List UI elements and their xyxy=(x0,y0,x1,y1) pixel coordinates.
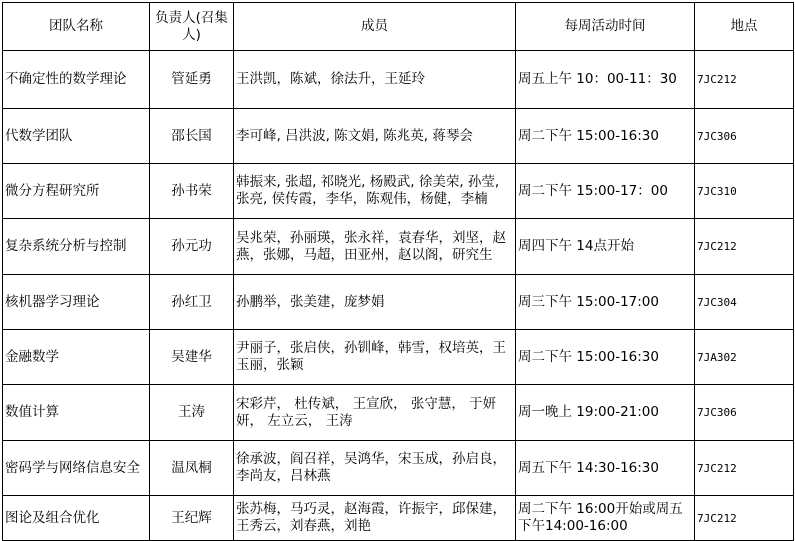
time-cell: 周二下午 16:00开始或周五下午14:00-16:00 xyxy=(516,496,695,541)
leader-cell: 孙红卫 xyxy=(150,275,234,330)
table-header-row xyxy=(3,3,794,51)
time-cell: 周三下午 15:00-17:00 xyxy=(516,275,695,330)
table-row xyxy=(3,275,794,330)
team-name-cell: 核机器学习理论 xyxy=(3,275,150,330)
time-cell: 周四下午 14点开始 xyxy=(516,219,695,275)
team-name-cell: 图论及组合优化 xyxy=(3,496,150,541)
members-cell: 张苏梅，马巧灵，赵海霞，许振宇，邱保建，王秀云，刘春燕，刘艳 xyxy=(234,496,516,541)
time-cell: 周五下午 14:30-16:30 xyxy=(516,441,695,496)
location-cell: 7JC306 xyxy=(695,385,794,441)
header-team-name: 团队名称 xyxy=(3,3,150,51)
location-cell: 7JC212 xyxy=(695,441,794,496)
table-row xyxy=(3,385,794,441)
leader-cell: 吴建华 xyxy=(150,330,234,385)
leader-cell: 王纪辉 xyxy=(150,496,234,541)
table-row xyxy=(3,51,794,109)
location-cell: 7JC212 xyxy=(695,496,794,541)
team-name-cell: 数值计算 xyxy=(3,385,150,441)
leader-cell: 邵长国 xyxy=(150,109,234,164)
members-cell: 吴兆荣，孙丽瑛，张永祥，袁春华，刘坚，赵燕，张娜，马超，田亚州，赵以阁，研究生 xyxy=(234,219,516,275)
team-name-cell: 代数学团队 xyxy=(3,109,150,164)
time-cell: 周二下午 15:00-16:30 xyxy=(516,109,695,164)
table-row xyxy=(3,496,794,541)
time-cell: 周一晚上 19:00-21:00 xyxy=(516,385,695,441)
time-cell: 周二下午 15:00-16:30 xyxy=(516,330,695,385)
leader-cell: 孙元功 xyxy=(150,219,234,275)
location-cell: 7JC212 xyxy=(695,51,794,109)
header-members: 成员 xyxy=(234,3,516,51)
leader-cell: 王涛 xyxy=(150,385,234,441)
team-schedule-table xyxy=(2,2,794,541)
location-cell: 7JA302 xyxy=(695,330,794,385)
leader-cell: 温凤桐 xyxy=(150,441,234,496)
table-row xyxy=(3,330,794,385)
table-row xyxy=(3,109,794,164)
team-name-cell: 密码学与网络信息安全 xyxy=(3,441,150,496)
location-cell: 7JC304 xyxy=(695,275,794,330)
team-name-cell: 复杂系统分析与控制 xyxy=(3,219,150,275)
team-name-cell: 微分方程研究所 xyxy=(3,164,150,219)
header-location: 地点 xyxy=(695,3,794,51)
members-cell: 尹丽子，张启侠，孙钏峰，韩雪，权培英，王玉丽，张颖 xyxy=(234,330,516,385)
team-name-cell: 金融数学 xyxy=(3,330,150,385)
table-row xyxy=(3,164,794,219)
members-cell: 宋彩芹， 杜传斌， 王宣欣， 张守慧， 于妍妍， 左立云， 王涛 xyxy=(234,385,516,441)
table-row xyxy=(3,441,794,496)
location-cell: 7JC306 xyxy=(695,109,794,164)
team-name-cell: 不确定性的数学理论 xyxy=(3,51,150,109)
members-cell: 王洪凯，陈斌，徐法升，王延玲 xyxy=(234,51,516,109)
location-cell: 7JC310 xyxy=(695,164,794,219)
header-leader: 负责人(召集人) xyxy=(150,3,234,51)
leader-cell: 管延勇 xyxy=(150,51,234,109)
time-cell: 周五上午 10：00-11：30 xyxy=(516,51,695,109)
leader-cell: 孙书荣 xyxy=(150,164,234,219)
members-cell: 李可峰, 吕洪波, 陈文娟, 陈兆英, 蒋琴会 xyxy=(234,109,516,164)
members-cell: 徐承波，阎召祥，吴鸿华，宋玉成，孙启良，李尚友，吕林燕 xyxy=(234,441,516,496)
table-row xyxy=(3,219,794,275)
header-weekly-time: 每周活动时间 xyxy=(516,3,695,51)
time-cell: 周二下午 15:00-17：00 xyxy=(516,164,695,219)
members-cell: 孙鹏举，张美建，庞梦娟 xyxy=(234,275,516,330)
location-cell: 7JC212 xyxy=(695,219,794,275)
members-cell: 韩振来, 张超, 祁晓光, 杨殿武, 徐美荣, 孙莹, 张亮, 侯传霞，李华，陈观伟，杨健，李楠 xyxy=(234,164,516,219)
